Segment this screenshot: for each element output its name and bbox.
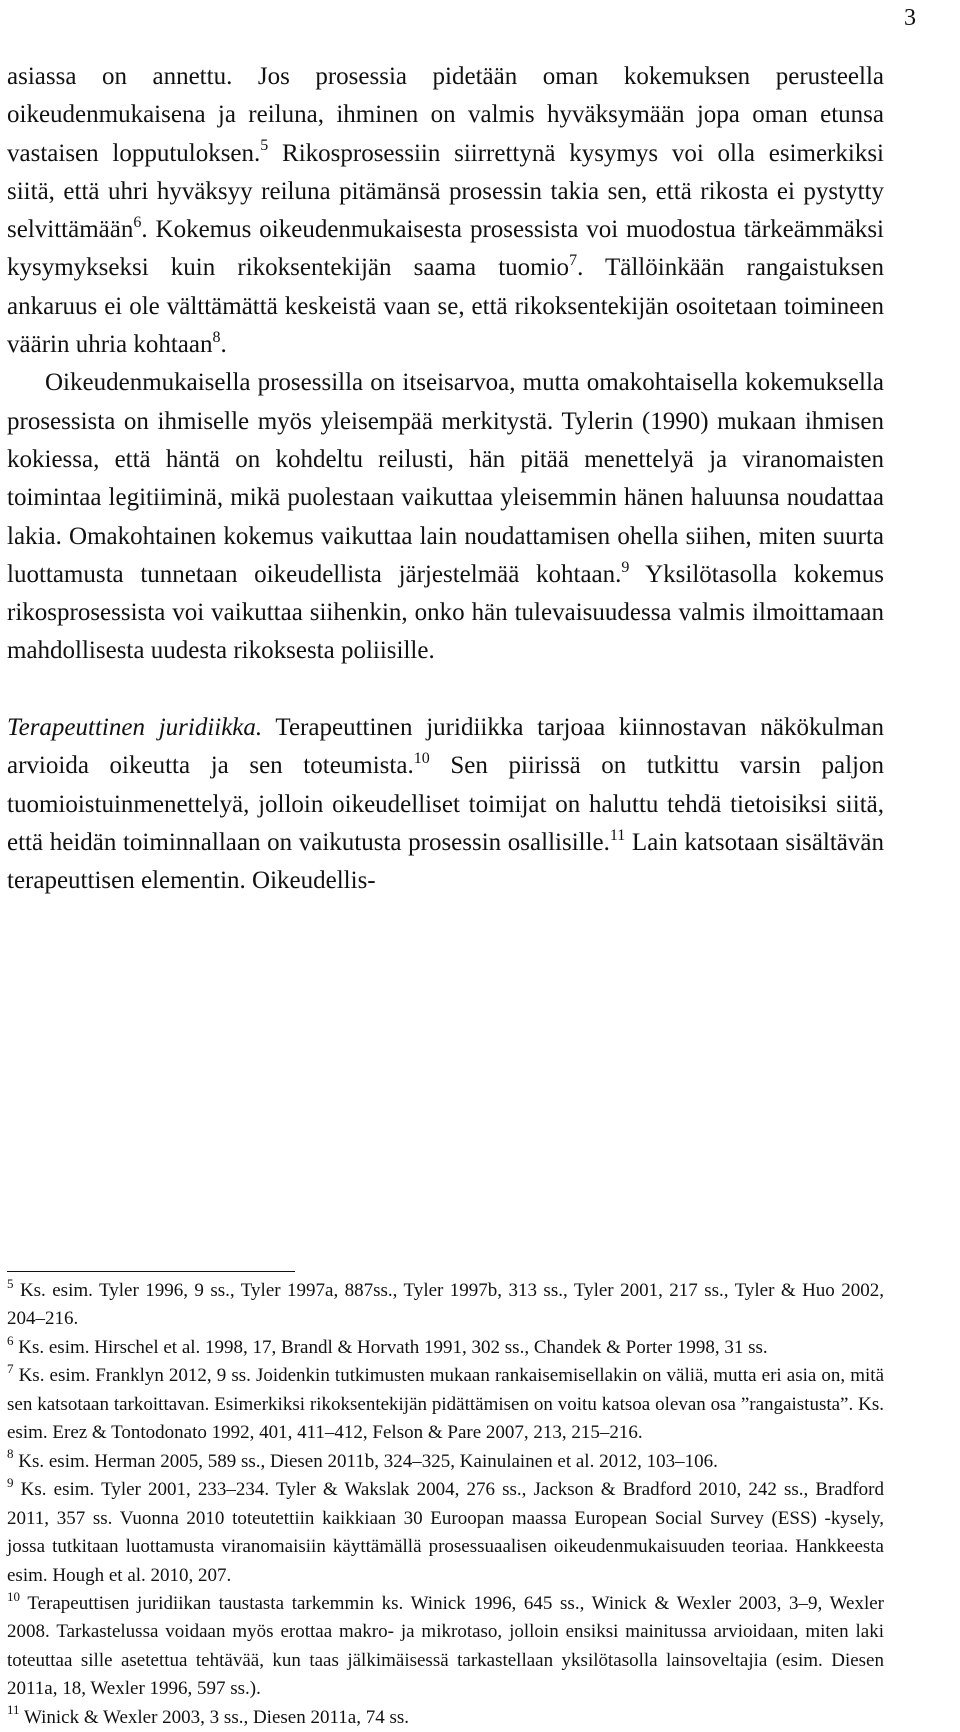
section-heading: Terapeuttinen juridiikka. (7, 714, 263, 742)
text-run: Terapeuttinen juridiikka tarjoaa kiinnostavan näkökulman arvioida oikeutta ja sen toteumista. (7, 714, 884, 780)
footnote-6 (7, 1334, 884, 1362)
footnote-ref-11[interactable]: 11 (609, 826, 626, 844)
footnote-text: Terapeuttisen juridiikan taustasta tarkemmin ks. Winick 1996, 645 ss., Winick & Wexler 2003, 3–9, Wexler 2008. Tarkastelussa voidaan myös erottaa makro- ja mikrotaso, jolloin ensiksi mainitussa arvioidaan, miten laki toteuttaa sille asetettua tehtävää, kun taas jälkimäisessä tarkastellaan yksilötasolla lainsoveltajia (esim. Diesen 2011a, 18, Wexler 1996, 597 ss.). (7, 1592, 884, 1700)
footnote-number: 6 (7, 1332, 14, 1348)
footnote-11 (7, 1704, 884, 1732)
text-run: . Kokemus oikeudenmukaisesta prosessista voi muodostua tärkeämmäksi kysymykseksi kuin rikoksentekijän saama tuomio (7, 216, 884, 282)
footnote-9 (7, 1476, 884, 1590)
footnote-10 (7, 1590, 884, 1704)
text-run: . (220, 331, 227, 359)
footnote-text: Ks. esim. Tyler 1996, 9 ss., Tyler 1997a, 887ss., Tyler 1997b, 313 ss., Tyler 2001, 217 ss., Tyler & Huo 2002, 204–216. (7, 1280, 884, 1330)
page-number: 3 (904, 5, 916, 31)
text-run: asiassa on annettu. Jos prosessia pidetään oman kokemuksen perusteella oikeudenmukaisena ja reiluna, ihminen on valmis hyväksymään jopa oman etunsa vastaisen lopputuloksen. (7, 63, 884, 167)
footnote-5 (7, 1277, 884, 1334)
footnote-number: 7 (7, 1361, 14, 1377)
text-run: Sen piirissä on tutkittu varsin paljon tuomioistuinmenettelyä, jolloin oikeudelliset toimijat on haluttu tehdä tietoisiksi siitä, että heidän toiminnallaan on vaikutusta prosessin osallisille. (7, 752, 884, 856)
footnote-number: 5 (7, 1275, 14, 1291)
paragraph-2 (7, 364, 884, 670)
footnote-separator (7, 1271, 295, 1272)
footnote-text: Winick & Wexler 2003, 3 ss., Diesen 2011a, 74 ss. (19, 1706, 409, 1728)
footnote-ref-9[interactable]: 9 (621, 558, 630, 576)
footnote-8 (7, 1448, 884, 1476)
footnote-ref-6[interactable]: 6 (133, 213, 142, 231)
footnote-ref-8[interactable]: 8 (212, 328, 221, 346)
footnote-text: Ks. esim. Hirschel et al. 1998, 17, Brandl & Horvath 1991, 302 ss., Chandek & Porter 1998, 31 ss. (13, 1336, 768, 1358)
footnote-number: 11 (7, 1702, 20, 1718)
footnote-number: 10 (7, 1588, 20, 1604)
footnote-ref-5[interactable]: 5 (260, 137, 269, 155)
text-run: Rikosprosessiin siirrettynä kysymys voi olla esimerkiksi siitä, että uhri hyväksyy reiluna pitämänsä prosessin takia sen, että rikosta ei pystytty selvittämään (7, 139, 884, 244)
paragraph-3 (7, 709, 884, 900)
footnote-number: 9 (7, 1474, 14, 1490)
footnotes (7, 1277, 884, 1732)
footnote-text: Ks. esim. Franklyn 2012, 9 ss. Joidenkin tutkimusten mukaan rankaisemisellakin on väliä, mutta eri asia on, mitä sen katsotaan tarkoittavan. Esimerkiksi rikoksentekijän pidättämisen on voitu katsoa olevan osa ”rangaistusta”. Ks. esim. Erez & Tontodonato 1992, 401, 411–412, Felson & Pare 2007, 213, 215–216. (7, 1365, 884, 1444)
paragraph-1 (7, 58, 884, 364)
footnote-text: Ks. esim. Herman 2005, 589 ss., Diesen 2011b, 324–325, Kainulainen et al. 2012, 103–106. (13, 1450, 718, 1472)
footnote-ref-10[interactable]: 10 (413, 750, 430, 768)
footnote-7 (7, 1362, 884, 1447)
footnote-number: 8 (7, 1446, 14, 1462)
text-run: Yksilötasolla kokemus rikosprosessista voi vaikuttaa siihenkin, onko hän tulevaisuudessa valmis ilmoittamaan mahdollisesta uudesta rikoksesta poliisille. (7, 560, 884, 665)
text-run: . Tällöinkään rangaistuksen ankaruus ei ole välttämättä keskeistä vaan se, että rikoksentekijän osoitetaan toimineen väärin uhria kohtaan (7, 254, 884, 359)
body-text (7, 58, 884, 901)
text-run: Oikeudenmukaisella prosessilla on itseisarvoa, mutta omakohtaisella kokemuksella prosessista on ihmiselle myös yleisempää merkitystä. Tylerin (1990) mukaan ihmisen kokiessa, että häntä on kohdeltu reilusti, hän pitää menettelyä ja viranomaisten toimintaa legitiiminä, mikä puolestaan vaikuttaa yleisemmin hänen haluunsa noudattaa lakia. Omakohtainen kokemus vaikuttaa lain noudattamisen ohella siihen, miten suurta luottamusta tunnetaan oikeudellista järjestelmää kohtaan. (7, 369, 884, 588)
footnote-text: Ks. esim. Tyler 2001, 233–234. Tyler & Wakslak 2004, 276 ss., Jackson & Bradford 2010, 242 ss., Bradford 2011, 357 ss. Vuonna 2010 toteutettiin kaikkiaan 30 Euroopan maassa European Social Survey (ESS) -kysely, jossa tutkitaan luottamusta viranomaisiin käyttämällä prosessuaalisen oikeudenmukaisuuden teoriaa. Hankkeesta esim. Hough et al. 2010, 207. (7, 1479, 884, 1586)
text-run: Lain katsotaan sisältävän terapeuttisen elementin. Oikeudellis- (7, 828, 885, 895)
footnote-ref-7[interactable]: 7 (569, 252, 578, 270)
